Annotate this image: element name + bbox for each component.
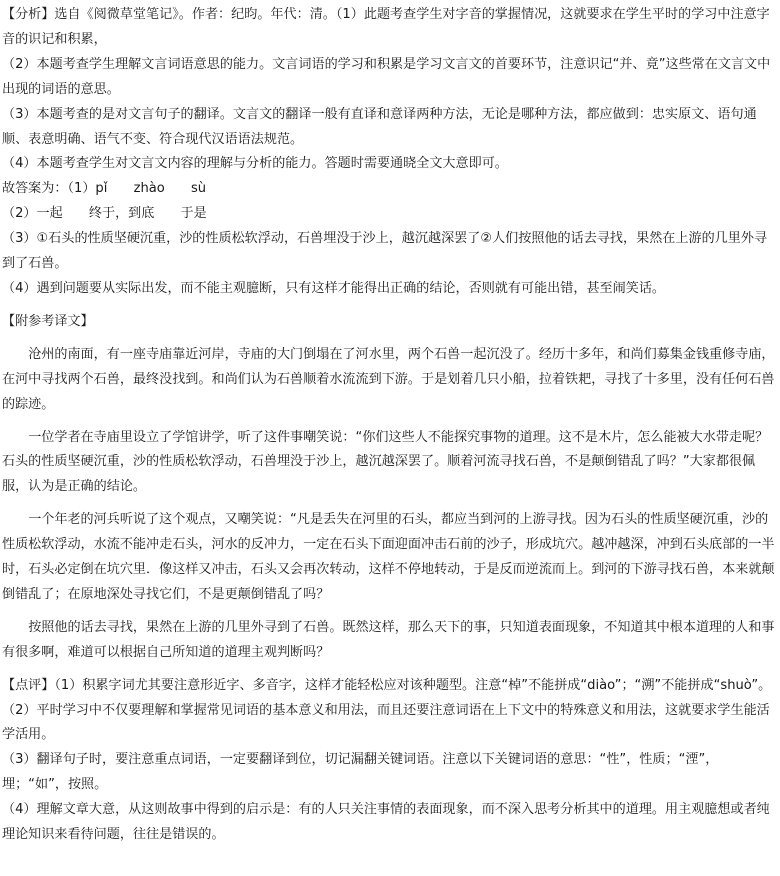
answer-line: （4）遇到问题要从实际出发，而不能主观臆断，只有这样才能得出正确的结论，否则就有可能出错，甚至闹笑话。 <box>2 280 666 296</box>
translation-paragraph: 一位学者在寺庙里设立了学馆讲学，听了这件事嘲笑说：“你们这些人不能探究事物的道理。这不是木片，怎么能被大水带走呢？石头的性质坚硬沉重，沙的性质松软浮动，石兽埋没于沙上，越沉越深罢了。顺着河流寻找石兽，不是颠倒错乱了吗？”大家都很佩服，认为是正确的结论。 <box>2 429 769 495</box>
translation-paragraph: 按照他的话去寻找，果然在上游的几里外寻到了石兽。既然这样，那么天下的事，只知道表面现象，不知道其中根本道理的人和事有很多啊，难道可以根据自己所知道的道理主观判断吗？ <box>2 619 775 660</box>
translation-paragraph: 沧州的南面，有一座寺庙靠近河岸，寺庙的大门倒塌在了河水里，两个石兽一起沉没了。经历十多年，和尚们募集金钱重修寺庙，在河中寻找两个石兽，最终没找到。和尚们认为石兽顺着水流流到下游。于是划着几只小船，拉着铁耙，寻找了十多里，没有任何石兽的踪迹。 <box>2 346 775 412</box>
analysis-line: （4）本题考查学生对文言文内容的理解与分析的能力。答题时需要通晓全文大意即可。 <box>2 156 508 172</box>
spacer <box>2 302 778 310</box>
analysis-line: （2）本题考查学生理解文言词语意思的能力。文言词语的学习和积累是学习文言文的首要环节，注意识记“并、竟”这些常在文言文中出现的词语的意思。 <box>2 56 771 97</box>
comment-line: （3）翻译句子时，要注意重点词语，一定要翻译到位，切记漏翻关键词语。注意以下关键词语的意思：“性”，性质；“湮”，埋；“如”，按照。 <box>2 752 719 793</box>
comment-line: （4）理解文章大意，从这则故事中得到的启示是：有的人只关注事情的表面现象，而不深入思考分析其中的道理。用主观臆想或者纯理论知识来看待问题，往往是错误的。 <box>2 802 770 843</box>
analysis-section <box>2 3 778 302</box>
analysis-line: （3）本题考查的是对文言句子的翻译。文言文的翻译一般有直译和意译两种方法，无论是哪种方法，都应做到：忠实原文、语句通顺、表意明确、语气不变、符合现代汉语语法规范。 <box>2 106 757 147</box>
comment-line: （2）平时学习中不仅要理解和掌握常见词语的基本意义和用法，而且还要注意词语在上下文中的特殊意义和用法，这就要求学生能活学活用。 <box>2 702 770 743</box>
translation-paragraph: 一个年老的河兵听说了这个观点，又嘲笑说：“凡是丢失在河里的石头，都应当到河的上游寻找。因为石头的性质坚硬沉重，沙的性质松软浮动，水流不能冲走石头，河水的反冲力，一定在石头下面迎面冲击石前的沙子，形成坑穴。越冲越深，冲到石头底部的一半时，石头必定倒在坑穴里．像这样又冲击，石头又会再次转动，这样不停地转动，于是反而逆流而上。到河的下游寻找石兽，本来就颠倒错乱了；在原地深处寻找它们，不是更颠倒错乱了吗？ <box>2 512 775 602</box>
translation-section <box>2 310 778 666</box>
answer-line: （2）一起 终于，到底 于是 <box>2 206 207 222</box>
answer-line: （3）①石头的性质坚硬沉重，沙的性质松软浮动，石兽埋没于沙上，越沉越深罢了②人们按照他的话去寻找，果然在上游的几里外寻到了石兽。 <box>2 231 768 272</box>
comment-section <box>2 674 778 848</box>
answer-line: 故答案为：（1）pǐ zhào sù <box>2 181 207 197</box>
comment-line: 【点评】（1）积累字词尤其要注意形近字、多音字，这样才能轻松应对该种题型。注意“棹”不能拼成“diào”；“溯”不能拼成“shuò”。 <box>2 677 772 693</box>
analysis-line: 【分析】选自《阅微草堂笔记》。作者：纪昀。年代：清。（1）此题考查学生对字音的掌握情况，这就要求在学生平时的学习中注意字音的识记和积累， <box>2 7 770 47</box>
translation-heading: 【附参考译文】 <box>2 313 94 329</box>
